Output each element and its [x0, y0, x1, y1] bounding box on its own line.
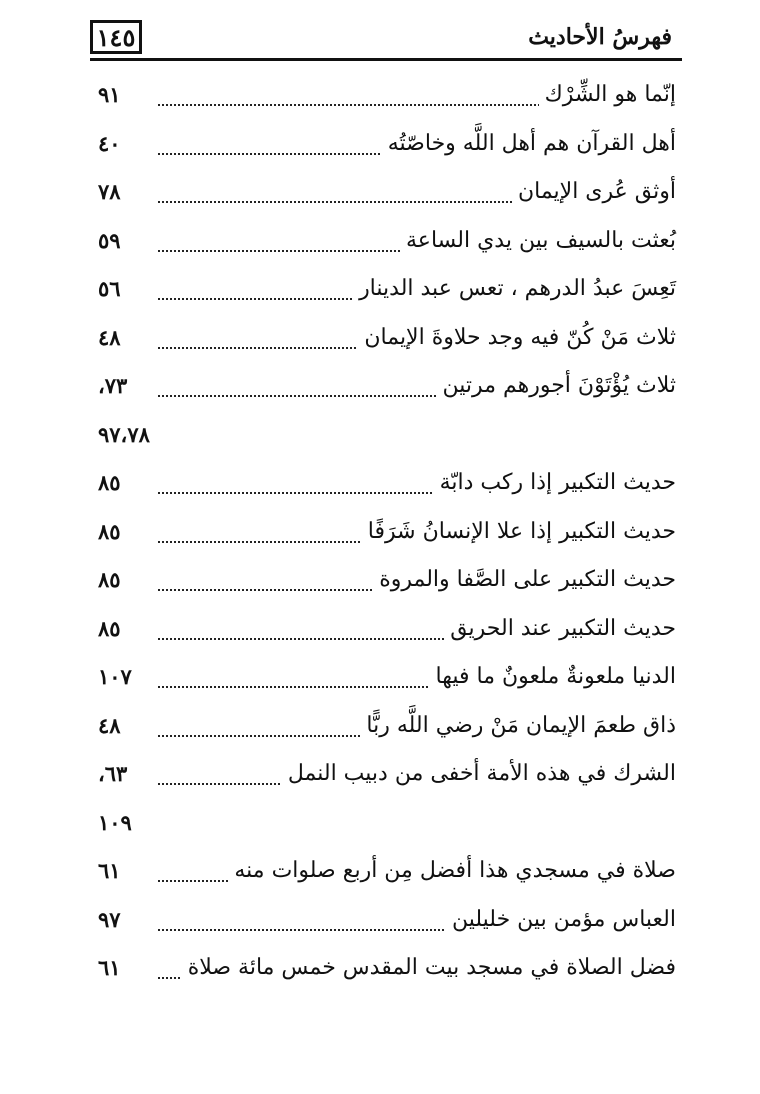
list-item [90, 949, 682, 998]
list-item [90, 755, 682, 804]
list-item [90, 270, 682, 319]
hadith-text: ذاق طعمَ الإيمان مَنْ رضي اللَّه ربًّا [360, 713, 676, 738]
page-reference: ٦١ [98, 955, 121, 980]
page-reference: ٨٥ [98, 567, 121, 592]
hadith-text: حديث التكبير إذا علا الإنسانُ شَرَفًا [362, 519, 676, 544]
hadith-text: أوثق عُرى الإيمان [512, 179, 676, 204]
page-reference: ٤٨ [98, 324, 121, 350]
page-title: فهرسُ الأحاديث [528, 24, 672, 50]
hadith-text: صلاة في مسجدي هذا أفضل مِن أربع صلوات منه [228, 858, 676, 883]
index-page [90, 18, 682, 980]
list-item [90, 173, 682, 222]
page-number: ١٤٥ [90, 20, 142, 54]
hadith-text: ثلاث مَنْ كُنّ فيه وجد حلاوةَ الإيمان [358, 325, 676, 350]
page-reference: ٧٣، [98, 373, 128, 398]
hadith-text: أهل القرآن هم أهل اللَّه وخاصّتُه [382, 131, 676, 156]
page-reference: ٧٨ [98, 179, 121, 204]
list-item [90, 464, 682, 513]
page-reference: ٦١ [98, 858, 121, 883]
page-reference: ٩٧ [98, 906, 121, 932]
list-item [90, 658, 682, 707]
list-item [90, 319, 682, 368]
list-item [90, 901, 682, 950]
page-reference: ٥٩ [98, 227, 121, 253]
list-item [90, 561, 682, 610]
page-reference: ٨٥ [98, 615, 121, 641]
hadith-text: فضل الصلاة في مسجد بيت المقدس خمس مائة صلاة [182, 955, 676, 980]
hadith-text: حديث التكبير عند الحريق [444, 616, 676, 641]
page-reference: ١٠٧ [98, 664, 132, 689]
list-item-continuation [90, 804, 682, 853]
hadith-text: العباس مؤمن بين خليلين [446, 907, 676, 932]
list-item-continuation [90, 416, 682, 465]
list-item [90, 76, 682, 125]
header-divider [90, 58, 682, 61]
hadith-text: الدنيا ملعونةٌ ملعونٌ ما فيها [430, 664, 676, 689]
list-item [90, 852, 682, 901]
list-item [90, 513, 682, 562]
page-header [90, 18, 682, 62]
page-reference: ٨٥ [98, 518, 121, 544]
hadith-text: إنّما هو الشِّرْك [539, 82, 676, 107]
hadith-text: حديث التكبير على الصَّفا والمروة [373, 567, 676, 592]
list-item [90, 367, 682, 416]
hadith-text: حديث التكبير إذا ركب دابّة [434, 470, 676, 495]
hadith-text: بُعثت بالسيف بين يدي الساعة [400, 228, 676, 253]
hadith-text: الشرك في هذه الأمة أخفى من دبيب النمل [282, 761, 676, 786]
list-item [90, 610, 682, 659]
page-reference: ٩٧،٧٨ [98, 421, 150, 447]
page-reference: ٥٦ [98, 276, 121, 301]
page-reference: ٦٣، [98, 761, 128, 786]
list-item [90, 222, 682, 271]
list-item [90, 125, 682, 174]
page-reference: ١٠٩ [98, 809, 132, 835]
hadith-text: تَعِسَ عبدُ الدرهم ، تعس عبد الدينار [353, 276, 676, 301]
hadith-index-list [90, 76, 682, 998]
list-item [90, 707, 682, 756]
hadith-text: ثلاث يُؤْتَوْنَ أجورهم مرتين [437, 373, 676, 398]
page-reference: ٨٥ [98, 470, 121, 495]
page-reference: ٩١ [98, 82, 121, 107]
page-reference: ٤٠ [98, 130, 121, 156]
page-reference: ٤٨ [98, 712, 121, 738]
